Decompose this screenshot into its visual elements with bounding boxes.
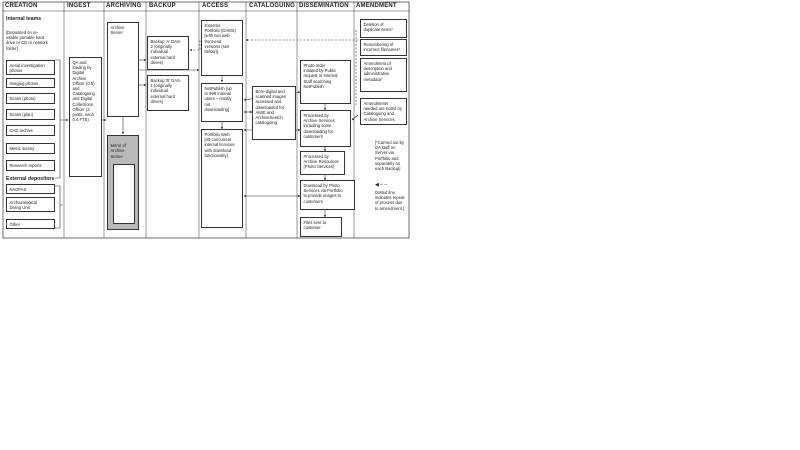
internal-teams-title: Internal teams — [6, 16, 42, 22]
amendments-noted-arrow — [352, 115, 358, 120]
creation-item: Research reports — [6, 160, 55, 171]
amendment-description-box: Amendment of description and administrative metadata* — [360, 58, 407, 92]
header-dissemination: DISSEMINATION — [299, 3, 349, 9]
renumbering-box: Renumbering of incorrect filenames* — [360, 39, 407, 56]
dotted-line-legend-arrow: ◀ – – — [375, 182, 388, 188]
processed-archive-box: Processed by Archive Services including some downloading for customers — [300, 110, 351, 147]
photo-order-box: Photo order initiated by Public request or Internal Staff searching NetPublish — [300, 60, 351, 104]
backup-a-box: Backup 'A' DAS- 2 (originally individual external hard drives) — [147, 36, 189, 70]
header-archiving: ARCHIVING — [106, 3, 142, 9]
qa-loading-box: QA and loading by Digital Archive Officer (0.5) and Cataloguing and Digital Collections Officer (2 posts, each 0.4 FTE) — [69, 57, 102, 177]
creation-item: Imaging photos — [6, 78, 55, 88]
creation-item: Aerial investigation photos — [6, 60, 55, 75]
amendment-footnote: [*Carried out by DA staff on Server via Portfolio and separately on each Backup] — [375, 140, 405, 172]
creation-bracket — [55, 60, 68, 178]
external-depositors-title: External depositors — [6, 176, 55, 182]
portfolio-web-box: Portfolio Web [40 concurrent internal licences with download functionality] — [201, 129, 243, 228]
external-bracket — [55, 186, 63, 228]
mirror-server-icon — [113, 164, 135, 224]
download-box: Download by Photo Services via Portfolio to provide images to customers — [300, 180, 355, 210]
header-cataloguing: CATALOGUING — [249, 3, 295, 9]
mirror-archive-label: Mirror of Archive Server — [110, 143, 127, 159]
header-access: ACCESS — [202, 3, 229, 9]
header-backup: BACKUP — [149, 3, 176, 9]
header-creation: CREATION — [5, 3, 38, 9]
files-sent-box: Files sent to customer — [300, 217, 342, 237]
creation-item: Metric survey — [6, 143, 55, 154]
header-amendment: AMENDMENT — [356, 3, 397, 9]
backup-b-box: Backup 'B' DAS- 1 (originally individual external hard drives) — [147, 75, 189, 111]
creation-item: Scans (photo) — [6, 93, 55, 104]
extensis-portfolio-box: Extensis Portfolio (DAMS) [with two web front-end versions (see below)] — [201, 20, 243, 76]
born-digital-box: Born-digital and scanned images accessed and downloaded for AMIE and ArchiveSearch cataloguing — [252, 86, 296, 140]
creation-item: NADFAS — [6, 184, 55, 194]
archive-server-box: Archive Server — [107, 22, 139, 117]
creation-item: Scans (plan) — [6, 109, 55, 120]
dotted-line-legend-text: Dotted line indicates repeat of process due to amendment ] — [375, 190, 405, 211]
amendments-noted-box: Amendments needed are noted by Cataloguing and Archive Services — [360, 98, 407, 125]
deposit-note: [Deposited on re- usable portable hard drive or CD or network folder] — [6, 30, 48, 51]
creation-item: Archaeological Diving Unit — [6, 197, 55, 212]
netpublish-box: NetPublish [up to 999 internal users – mostly not downloading] — [201, 83, 243, 122]
mirror-archive-server-box — [107, 135, 139, 230]
creation-item: CAD archive — [6, 125, 55, 136]
deletion-box: Deletion of duplicate items* — [360, 19, 407, 38]
processed-resources-box: Processed by Archive Resources (Photo Services) — [300, 151, 345, 175]
creation-item: Other — [6, 219, 55, 229]
header-ingest: INGEST — [67, 3, 91, 9]
